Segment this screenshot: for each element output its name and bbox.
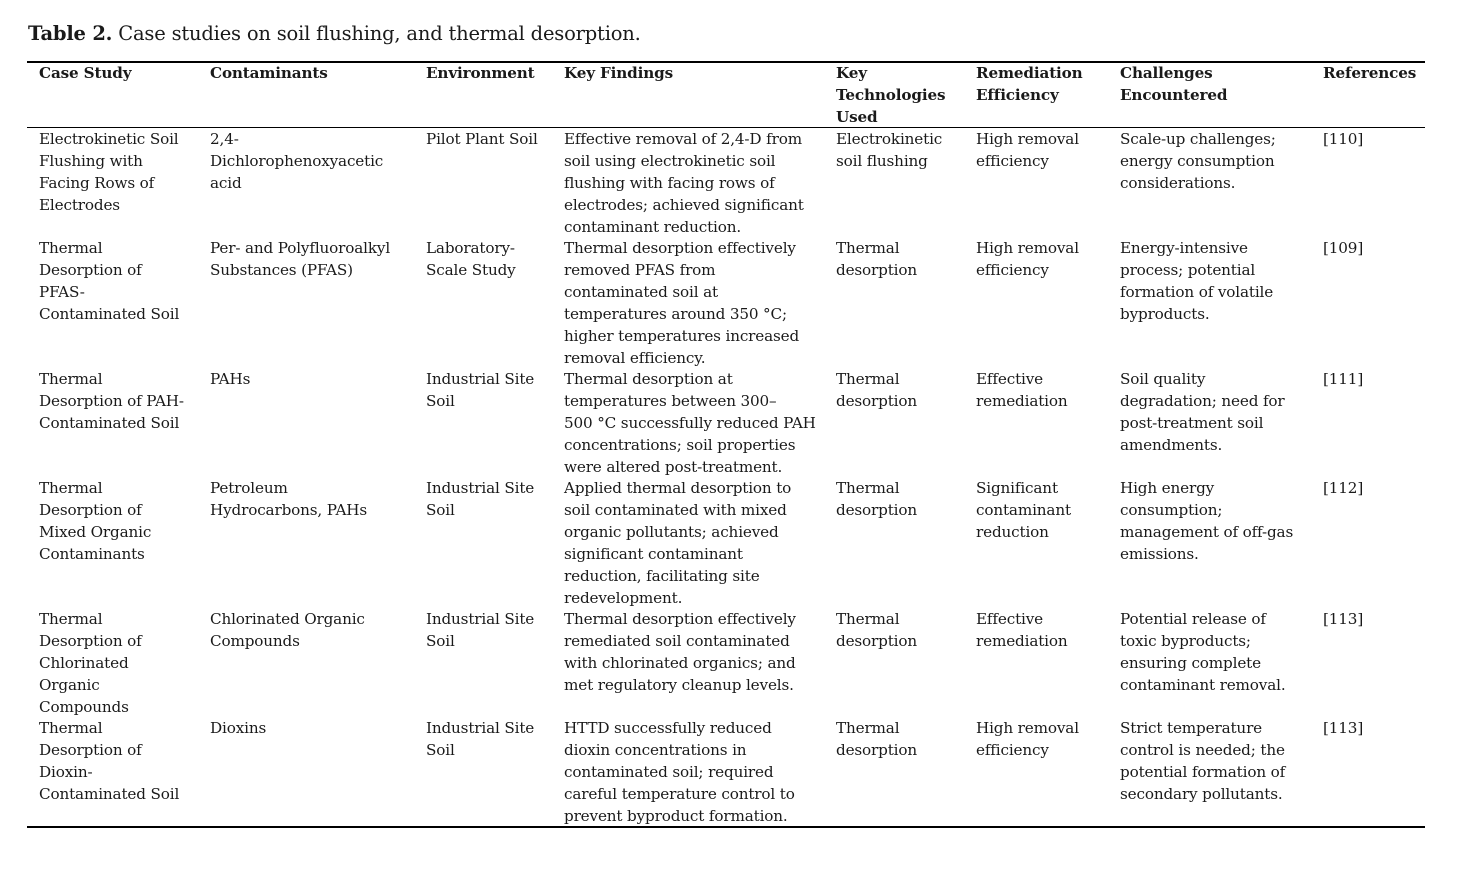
cell-contaminants: Per- and Polyfluoroalkyl Substances (PFAS) — [210, 239, 391, 279]
cell-challenges: Scale-up challenges; energy consumption considerations. — [1120, 130, 1276, 192]
table-caption-label: Table 2. — [28, 22, 113, 45]
table-caption — [28, 22, 641, 45]
header-environment: Environment — [426, 64, 535, 82]
cell-challenges: Potential release of toxic byproducts; ensuring complete contaminant removal. — [1120, 610, 1286, 694]
cell-technologies: Thermal desorption — [836, 370, 918, 410]
table-caption-text: Case studies on soil flushing, and thermal desorption. — [112, 22, 641, 45]
cell-contaminants: 2,4- Dichlorophenoxyacetic acid — [210, 130, 384, 192]
table-header-rule — [27, 127, 1425, 128]
cell-references: [110] — [1323, 130, 1364, 148]
cell-key-findings: Applied thermal desorption to soil contaminated with mixed organic pollutants; achieved significant contaminant reduction, facilitating site redevelopment. — [564, 479, 792, 607]
cell-key-findings: Thermal desorption effectively removed PFAS from contaminated soil at temperatures around 350 °C; higher temperatures increased removal efficiency. — [564, 239, 800, 367]
header-challenges: Challenges Encountered — [1120, 64, 1228, 104]
cell-technologies: Thermal desorption — [836, 239, 918, 279]
cell-challenges: Strict temperature control is needed; the potential formation of secondary pollutants. — [1120, 719, 1286, 803]
cell-challenges: Soil quality degradation; need for post-treatment soil amendments. — [1120, 370, 1285, 454]
cell-efficiency: High removal efficiency — [976, 130, 1079, 170]
cell-references: [113] — [1323, 610, 1364, 628]
cell-efficiency: Significant contaminant reduction — [976, 479, 1071, 541]
cell-efficiency: High removal efficiency — [976, 719, 1079, 759]
cell-case-study: Thermal Desorption of PFAS- Contaminated Soil — [39, 239, 180, 323]
cell-key-findings: HTTD successfully reduced dioxin concentrations in contaminated soil; required careful temperature control to prevent byproduct formation. — [564, 719, 795, 825]
header-key-technologies: Key Technologies Used — [836, 64, 946, 126]
cell-environment: Industrial Site Soil — [426, 370, 535, 410]
cell-references: [113] — [1323, 719, 1364, 737]
cell-case-study: Thermal Desorption of Mixed Organic Contaminants — [39, 479, 152, 563]
cell-technologies: Thermal desorption — [836, 479, 918, 519]
cell-technologies: Thermal desorption — [836, 610, 918, 650]
cell-environment: Industrial Site Soil — [426, 719, 535, 759]
cell-key-findings: Thermal desorption effectively remediated soil contaminated with chlorinated organics; and met regulatory cleanup levels. — [564, 610, 796, 694]
cell-environment: Industrial Site Soil — [426, 610, 535, 650]
cell-contaminants: Chlorinated Organic Compounds — [210, 610, 365, 650]
cell-technologies: Thermal desorption — [836, 719, 918, 759]
header-remediation-efficiency: Remediation Efficiency — [976, 64, 1083, 104]
cell-contaminants: Dioxins — [210, 719, 267, 737]
cell-references: [112] — [1323, 479, 1364, 497]
cell-references: [111] — [1323, 370, 1364, 388]
cell-contaminants: PAHs — [210, 370, 251, 388]
header-references: References — [1323, 64, 1417, 82]
cell-key-findings: Thermal desorption at temperatures between 300– 500 °C successfully reduced PAH concentrations; soil properties were altered post-treatment. — [564, 370, 816, 476]
cell-case-study: Thermal Desorption of PAH- Contaminated Soil — [39, 370, 184, 432]
cell-efficiency: Effective remediation — [976, 370, 1068, 410]
header-key-findings: Key Findings — [564, 64, 674, 82]
cell-challenges: Energy-intensive process; potential formation of volatile byproducts. — [1120, 239, 1274, 323]
cell-references: [109] — [1323, 239, 1364, 257]
cell-challenges: High energy consumption; management of off-gas emissions. — [1120, 479, 1294, 563]
cell-environment: Industrial Site Soil — [426, 479, 535, 519]
header-contaminants: Contaminants — [210, 64, 328, 82]
cell-environment: Laboratory- Scale Study — [426, 239, 516, 279]
header-case-study: Case Study — [39, 64, 132, 82]
cell-technologies: Electrokinetic soil flushing — [836, 130, 943, 170]
cell-contaminants: Petroleum Hydrocarbons, PAHs — [210, 479, 367, 519]
cell-efficiency: High removal efficiency — [976, 239, 1079, 279]
cell-environment: Pilot Plant Soil — [426, 130, 538, 148]
cell-efficiency: Effective remediation — [976, 610, 1068, 650]
cell-case-study: Thermal Desorption of Chlorinated Organic Compounds — [39, 610, 142, 716]
cell-case-study: Thermal Desorption of Dioxin- Contaminated Soil — [39, 719, 180, 803]
cell-case-study: Electrokinetic Soil Flushing with Facing Rows of Electrodes — [39, 130, 179, 214]
cell-key-findings: Effective removal of 2,4-D from soil using electrokinetic soil flushing with facing rows of electrodes; achieved significant contaminant reduction. — [564, 130, 804, 236]
